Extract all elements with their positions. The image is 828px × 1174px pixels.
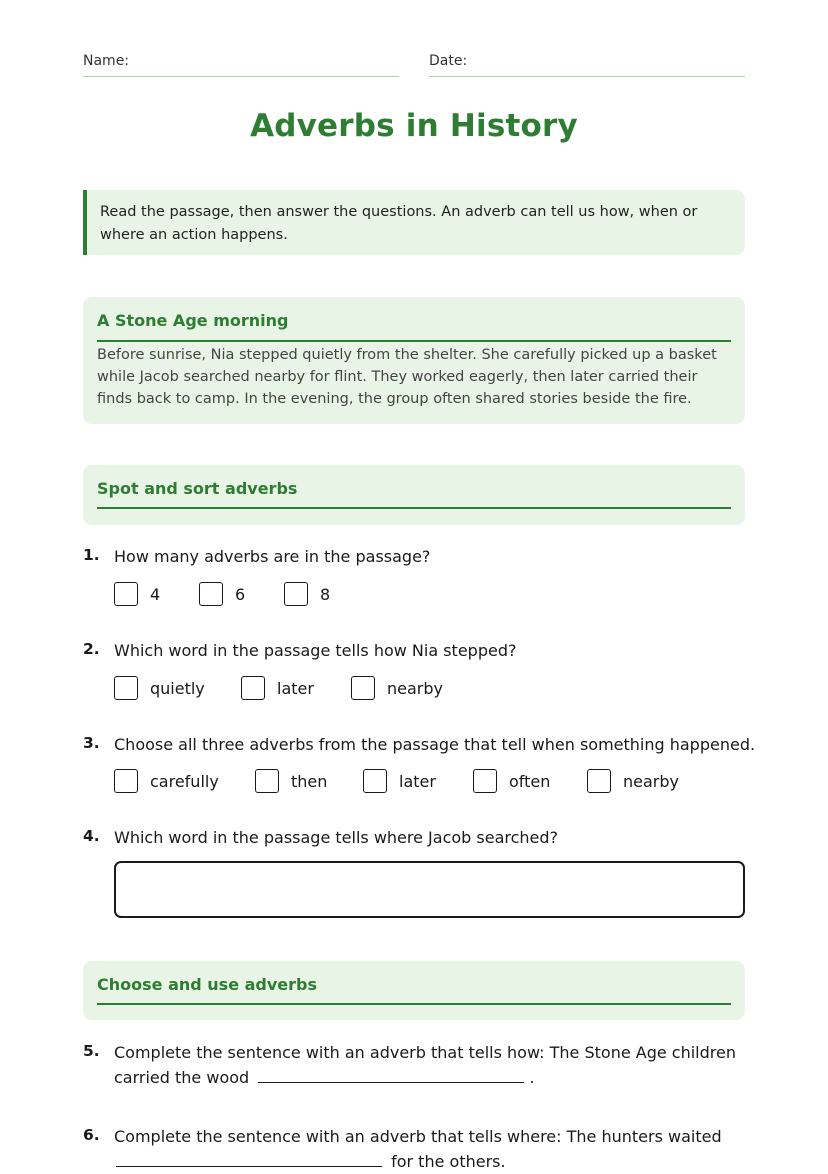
- option-label: often: [509, 771, 551, 791]
- answer-input[interactable]: [114, 861, 745, 918]
- option-label: carefully: [150, 771, 219, 791]
- answer-blank[interactable]: [258, 1066, 524, 1083]
- option-carefully[interactable]: [114, 768, 219, 794]
- passage-heading: A Stone Age morning: [97, 311, 289, 330]
- option-label: later: [277, 678, 314, 698]
- question-number: 1.: [83, 546, 100, 564]
- question-number: 2.: [83, 640, 100, 658]
- section-rule: [97, 507, 731, 509]
- checkbox[interactable]: [114, 769, 138, 793]
- question-text-continued: [114, 1065, 534, 1090]
- sentence-start: carried the wood: [114, 1068, 250, 1087]
- option-8[interactable]: [284, 581, 330, 607]
- checkbox[interactable]: [587, 769, 611, 793]
- section-header-choose-use: [83, 961, 745, 1020]
- question-text: Complete the sentence with an adverb that tells where: The hunters waited: [114, 1127, 722, 1146]
- checkbox[interactable]: [351, 676, 375, 700]
- option-label: quietly: [150, 678, 205, 698]
- checkbox[interactable]: [255, 769, 279, 793]
- option-label: 4: [150, 584, 161, 604]
- option-nearby[interactable]: [351, 675, 443, 701]
- section-rule: [97, 1003, 731, 1005]
- passage-text: Before sunrise, Nia stepped quietly from the shelter. She carefully picked up a basket while Jacob searched nearby for flint. They worked eagerly, then later carried their finds back to camp. In the evening, the group often shared stories beside the fire.: [97, 347, 717, 407]
- question-text: Which word in the passage tells how Nia stepped?: [114, 641, 517, 660]
- option-often[interactable]: [473, 768, 550, 794]
- sentence-end: for the others.: [391, 1152, 506, 1171]
- answer-blank[interactable]: [116, 1150, 382, 1167]
- checkbox[interactable]: [114, 582, 138, 606]
- section-header-spot-sort: [83, 465, 745, 525]
- name-line[interactable]: [83, 76, 399, 77]
- option-label: nearby: [623, 771, 679, 791]
- date-line[interactable]: [429, 76, 745, 77]
- section-title: Spot and sort adverbs: [97, 479, 298, 498]
- option-4[interactable]: [114, 581, 160, 607]
- question-number: 4.: [83, 827, 100, 845]
- option-later[interactable]: [241, 675, 314, 701]
- checkbox[interactable]: [199, 582, 223, 606]
- question-text: Which word in the passage tells where Jacob searched?: [114, 828, 559, 847]
- option-then[interactable]: [255, 768, 327, 794]
- sentence-end: .: [529, 1068, 535, 1087]
- option-quietly[interactable]: [114, 675, 205, 701]
- question-number: 6.: [83, 1126, 100, 1144]
- question-text: How many adverbs are in the passage?: [114, 547, 431, 566]
- question-number: 3.: [83, 734, 100, 752]
- option-label: 8: [320, 584, 331, 604]
- option-label: 6: [235, 584, 246, 604]
- option-nearby[interactable]: [587, 768, 679, 794]
- date-label: Date:: [429, 53, 468, 69]
- option-label: later: [399, 771, 436, 791]
- checkbox[interactable]: [241, 676, 265, 700]
- passage-box: [83, 297, 745, 424]
- question-number: 5.: [83, 1042, 100, 1060]
- instructions-text: Read the passage, then answer the questions. An adverb can tell us how, when or where an action happens.: [100, 204, 698, 243]
- page-title: Adverbs in History: [250, 108, 578, 144]
- option-label: then: [291, 771, 328, 791]
- checkbox[interactable]: [363, 769, 387, 793]
- section-title: Choose and use adverbs: [97, 975, 318, 994]
- checkbox[interactable]: [114, 676, 138, 700]
- option-label: nearby: [387, 678, 443, 698]
- question-text: Choose all three adverbs from the passage that tell when something happened.: [114, 735, 756, 754]
- option-6[interactable]: [199, 581, 245, 607]
- question-text: Complete the sentence with an adverb that tells how: The Stone Age children: [114, 1043, 736, 1062]
- checkbox[interactable]: [284, 582, 308, 606]
- option-later[interactable]: [363, 768, 436, 794]
- passage-rule: [97, 340, 731, 342]
- name-label: Name:: [83, 53, 130, 69]
- question-text-continued: [114, 1149, 506, 1174]
- checkbox[interactable]: [473, 769, 497, 793]
- instructions-box: [83, 190, 745, 255]
